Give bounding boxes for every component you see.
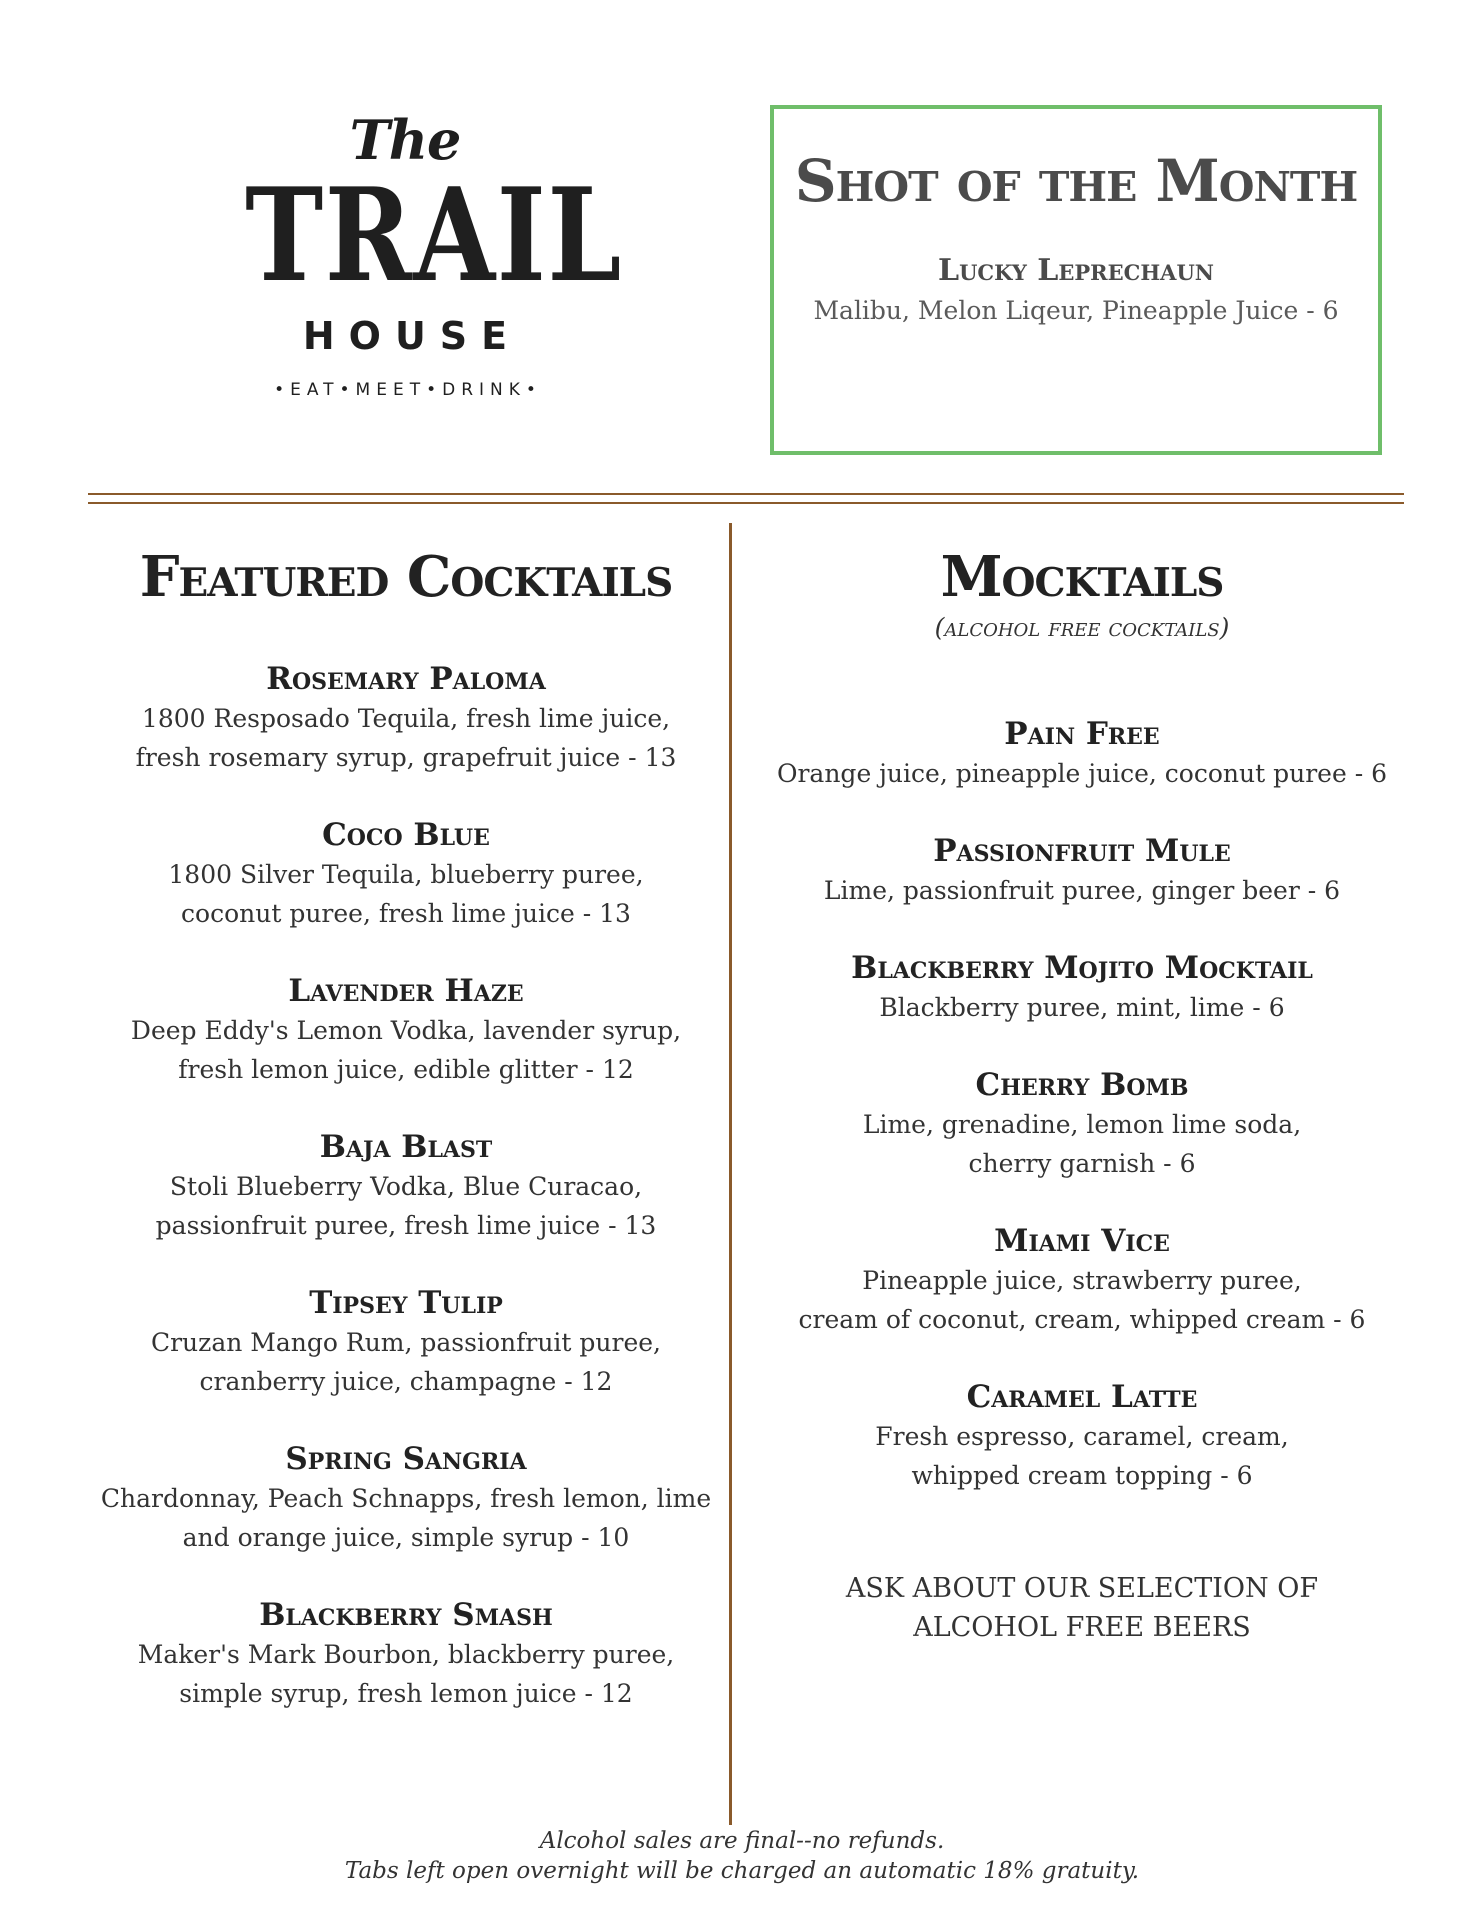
list-item — [88, 1595, 724, 1713]
divider-bottom — [88, 502, 1404, 504]
logo-trail: TRAIL — [245, 161, 623, 311]
item-description: Lime, grenadine, lemon lime soda, cherry garnish - 6 — [862, 1110, 1302, 1178]
list-item — [737, 1377, 1427, 1495]
list-item — [737, 831, 1427, 910]
item-description: Blackberry puree, mint, lime - 6 — [879, 993, 1285, 1022]
featured-cocktails-title: Featured Cocktails — [139, 544, 673, 610]
item-name: Lavender Haze — [288, 973, 524, 1009]
logo-house: HOUSE — [302, 314, 522, 358]
item-description: Chardonnay, Peach Schnapps, fresh lemon, lime and orange juice, simple syrup - 10 — [100, 1484, 712, 1552]
item-name: Tipsey Tulip — [309, 1285, 503, 1321]
shot-of-the-month-title: Shot of the Month — [794, 147, 1358, 215]
mocktails-subtitle: (alcohol free cocktails) — [934, 613, 1230, 642]
shot-description: Malibu, Melon Liqeur, Pineapple Juice - 6 — [813, 296, 1339, 325]
list-item — [88, 659, 724, 777]
featured-cocktails-list — [88, 659, 724, 1713]
item-description: 1800 Silver Tequila, blueberry puree, coconut puree, fresh lime juice - 13 — [168, 860, 644, 928]
list-item — [737, 1065, 1427, 1183]
mocktails-section — [737, 545, 1427, 1647]
item-name: Coco Blue — [322, 817, 490, 853]
item-description: Stoli Blueberry Vodka, Blue Curacao, passionfruit puree, fresh lime juice - 13 — [155, 1172, 657, 1240]
list-item — [88, 815, 724, 933]
list-item — [88, 971, 724, 1089]
item-name: Blackberry Smash — [259, 1597, 553, 1633]
item-name: Caramel Latte — [966, 1379, 1198, 1415]
shot-of-the-month-box — [770, 105, 1382, 455]
item-description: 1800 Resposado Tequila, fresh lime juice, fresh rosemary syrup, grapefruit juice - 13 — [135, 704, 677, 772]
item-description: Maker's Mark Bourbon, blackberry puree, simple syrup, fresh lemon juice - 12 — [137, 1640, 675, 1708]
item-name: Rosemary Paloma — [266, 661, 546, 697]
item-name: Miami Vice — [994, 1223, 1170, 1259]
list-item — [88, 1283, 724, 1401]
footer — [0, 1826, 1484, 1886]
shot-name: Lucky Leprechaun — [938, 253, 1214, 288]
item-name: Cherry Bomb — [975, 1067, 1189, 1103]
item-description: Pineapple juice, strawberry puree, cream of coconut, cream, whipped cream - 6 — [798, 1266, 1366, 1334]
alcohol-free-beers-note: ASK ABOUT OUR SELECTION OF ALCOHOL FREE BEERS — [845, 1573, 1319, 1643]
featured-cocktails-section — [88, 545, 724, 1713]
logo — [210, 108, 623, 400]
mocktails-title: Mocktails — [940, 544, 1224, 610]
mocktails-list — [737, 714, 1427, 1495]
column-divider — [729, 523, 732, 1825]
footer-refund-note: Alcohol sales are final--no refunds. — [539, 1828, 945, 1854]
list-item — [737, 714, 1427, 793]
footer-gratuity-note: Tabs left open overnight will be charged an automatic 18% gratuity. — [344, 1858, 1140, 1884]
list-item — [88, 1439, 724, 1557]
item-name: Spring Sangria — [285, 1441, 527, 1477]
item-description: Lime, passionfruit puree, ginger beer - 6 — [823, 876, 1341, 905]
item-description: Deep Eddy's Lemon Vodka, lavender syrup, fresh lemon juice, edible glitter - 12 — [130, 1016, 682, 1084]
item-name: Pain Free — [1004, 716, 1160, 752]
logo-tagline: •EAT•MEET•DRINK• — [274, 380, 542, 400]
item-name: Passionfruit Mule — [933, 833, 1231, 869]
item-description: Cruzan Mango Rum, passionfruit puree, cranberry juice, champagne - 12 — [150, 1328, 662, 1396]
list-item — [737, 1221, 1427, 1339]
item-name: Blackberry Mojito Mocktail — [851, 950, 1313, 986]
item-description: Orange juice, pineapple juice, coconut puree - 6 — [776, 759, 1387, 788]
list-item — [737, 948, 1427, 1027]
item-name: Baja Blast — [319, 1129, 493, 1165]
item-description: Fresh espresso, caramel, cream, whipped cream topping - 6 — [875, 1422, 1289, 1490]
list-item — [88, 1127, 724, 1245]
divider-top — [88, 493, 1404, 495]
logo-the: The — [349, 108, 461, 172]
